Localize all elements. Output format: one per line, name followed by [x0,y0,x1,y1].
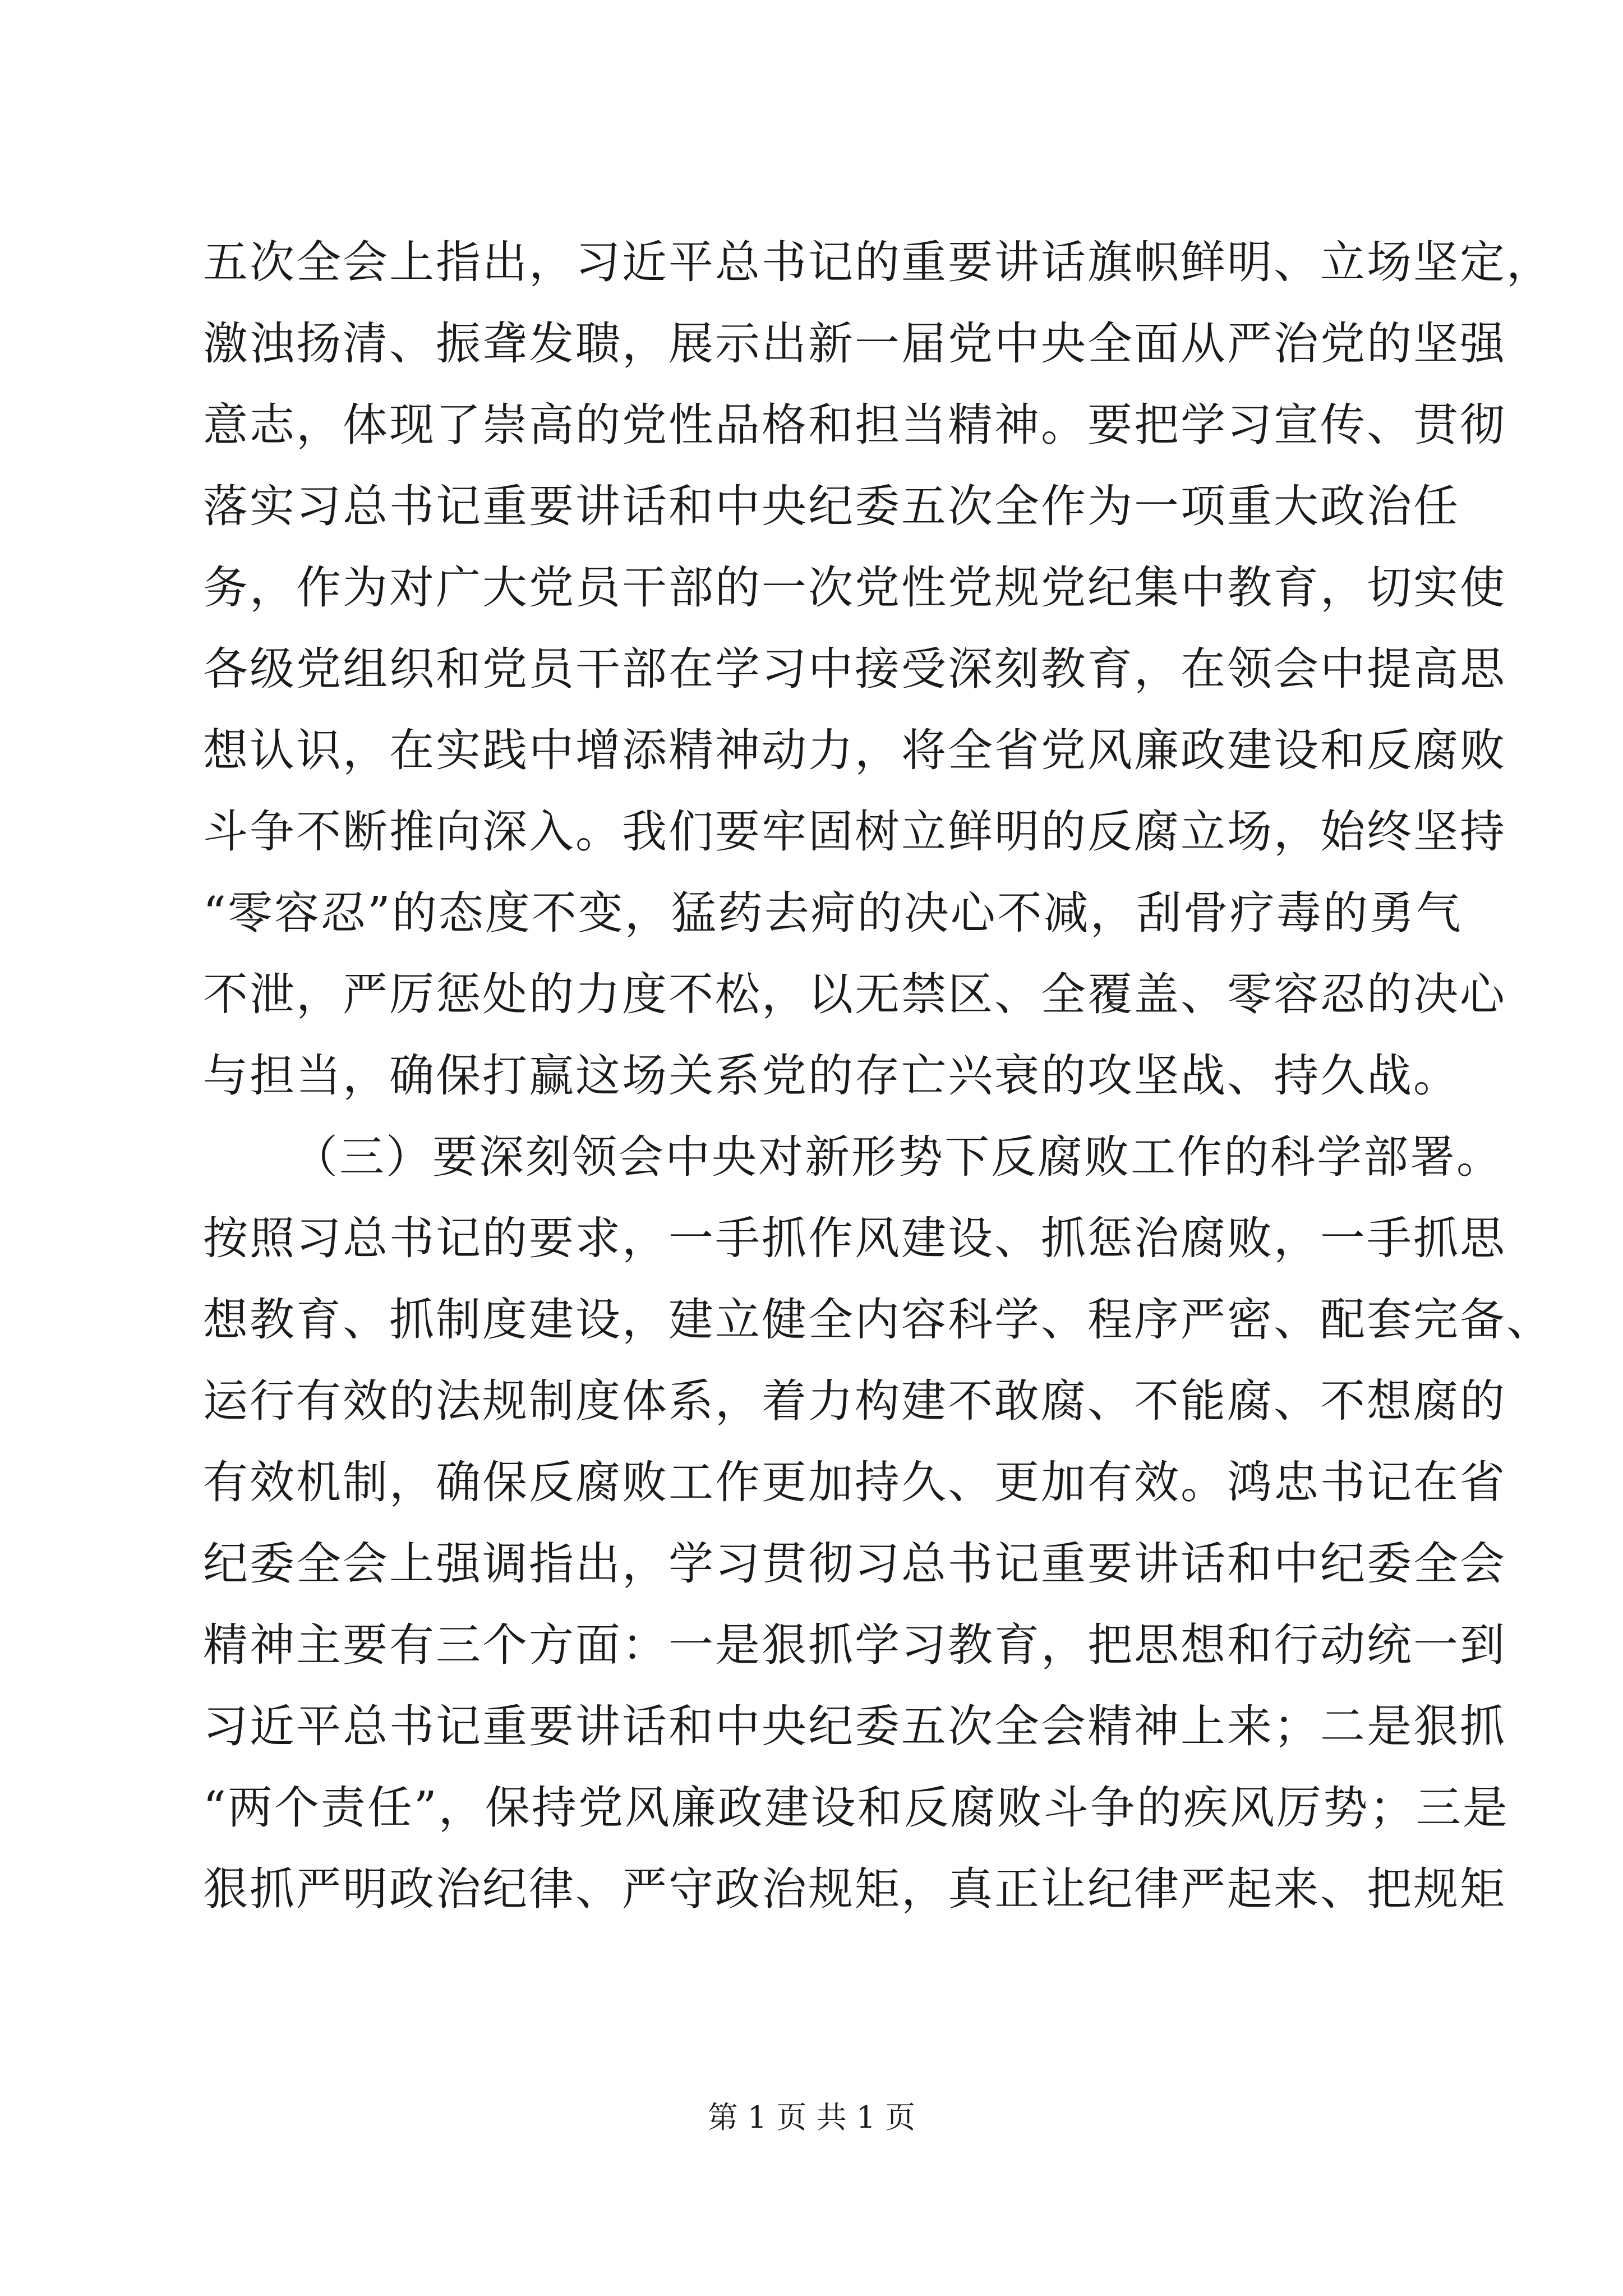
text-line: 激浊扬清、振聋发聩，展示出新一届党中央全面从严治党的坚强 [203,318,1506,370]
text-line: 与担当，确保打赢这场关系党的存亡兴衰的攻坚战、持久战。 [203,1050,1460,1102]
text-line: 落实习总书记重要讲话和中央纪委五次全作为一项重大政治任 [203,480,1460,532]
section-heading-line: （三）要深刻领会中央对新形势下反腐败工作的科学部署。 [293,1131,1503,1183]
text-line: 想认识，在实践中增添精神动力，将全省党风廉政建设和反腐败 [203,724,1506,776]
text-line: 运行有效的法规制度体系，着力构建不敢腐、不能腐、不想腐的 [203,1375,1506,1427]
text-line: 纪委全会上强调指出，学习贯彻习总书记重要讲话和中纪委全会 [203,1538,1506,1590]
text-line: 按照习总书记的要求，一手抓作风建设、抓惩治腐败，一手抓思 [203,1212,1506,1264]
text-line: “两个责任”，保持党风廉政建设和反腐败斗争的疾风厉势；三是 [203,1782,1509,1834]
text-line: 意志，体现了崇高的党性品格和担当精神。要把学习宣传、贯彻 [203,399,1506,451]
text-line: 习近平总书记重要讲话和中央纪委五次全会精神上来；二是狠抓 [203,1700,1506,1752]
text-line: 五次全会上指出，习近平总书记的重要讲话旗帜鲜明、立场坚定， [203,236,1553,288]
text-line: 精神主要有三个方面：一是狠抓学习教育，把思想和行动统一到 [203,1619,1506,1671]
page-number-footer: 第 1 页 共 1 页 [707,2100,916,2135]
text-line: 务，作为对广大党员干部的一次党性党规党纪集中教育，切实使 [203,562,1506,614]
text-line: 各级党组织和党员干部在学习中接受深刻教育，在领会中提高思 [203,643,1506,695]
text-line: 狠抓严明政治纪律、严守政治规矩，真正让纪律严起来、把规矩 [203,1863,1506,1915]
text-line: 想教育、抓制度建设，建立健全内容科学、程序严密、配套完备、 [203,1294,1553,1346]
text-line: 不泄，严厉惩处的力度不松，以无禁区、全覆盖、零容忍的决心 [203,968,1506,1020]
text-line: 有效机制，确保反腐败工作更加持久、更加有效。鸿忠书记在省 [203,1456,1506,1508]
text-line: “零容忍”的态度不变，猛药去疴的决心不减，刮骨疗毒的勇气 [203,887,1463,939]
text-line: 斗争不断推向深入。我们要牢固树立鲜明的反腐立场，始终坚持 [203,806,1506,858]
document-body [203,222,1553,1930]
